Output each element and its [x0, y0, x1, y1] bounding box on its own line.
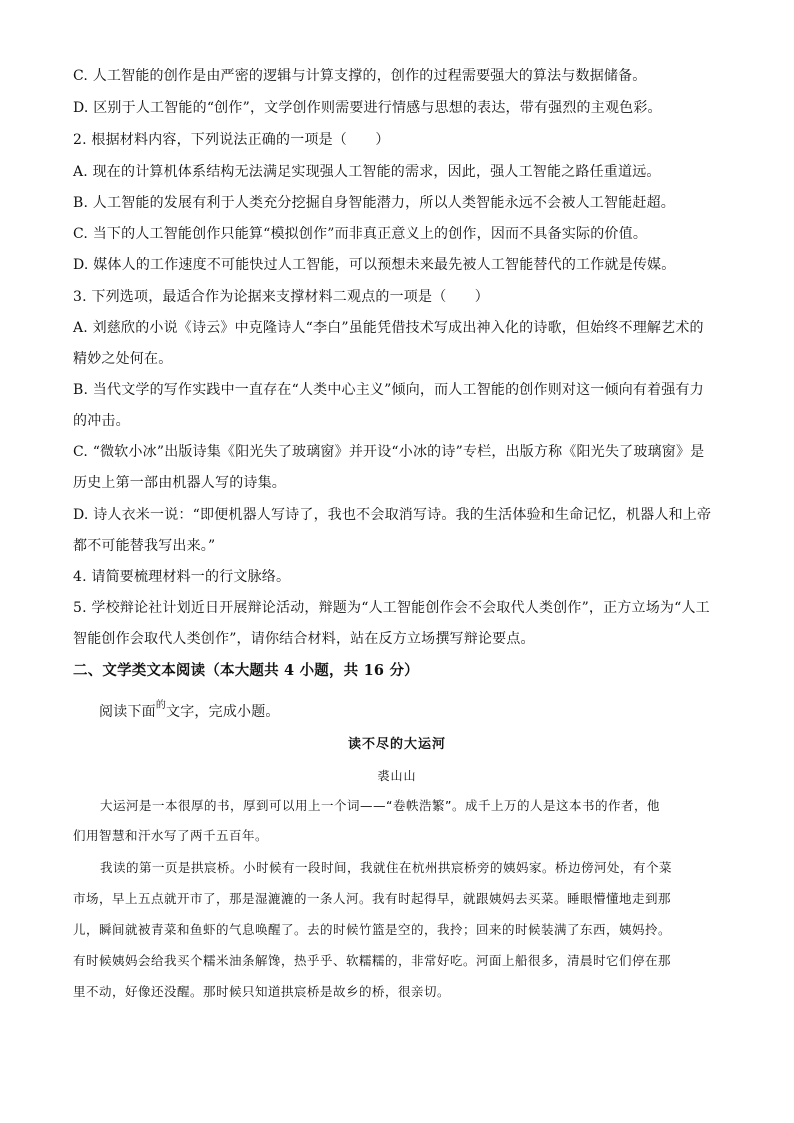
question-3-stem: 3. 下列选项，最适合作为论据来支撑材料二观点的一项是（ ） — [73, 289, 490, 305]
article-paragraph-2-line3: 儿，瞬间就被青菜和鱼虾的气息唤醒了。去的时候竹篮是空的，我拎；回来的时候装满了东西，姨妈拎。 — [73, 922, 672, 937]
article-paragraph-2-line1: 我读的第一页是拱宸桥。小时候有一段时间，我就住在杭州拱宸桥旁的姨妈家。桥边傍河处，有个菜 — [100, 860, 673, 875]
question-3-option-c-line2: 历史上第一部由机器人写的诗集。 — [73, 475, 286, 491]
question-2-stem: 2. 根据材料内容，下列说法正确的一项是（ ） — [73, 132, 390, 148]
article-paragraph-2-line4: 有时候姨妈会给我买个糯米油条解馋，热乎乎、软糯糯的，非常好吃。河面上船很多，清晨时它们停在那 — [73, 953, 672, 968]
question-3-option-a-line1: A. 刘慈欣的小说《诗云》中克隆诗人“李白”虽能凭借技术写成出神入化的诗歌，但始终不理解艺术的 — [73, 320, 704, 336]
question-3-option-d-line2: 都不可能替我写出来。” — [73, 538, 216, 554]
article-paragraph-1-line2: 们用智慧和汗水写了两千五百年。 — [73, 828, 269, 843]
option-d-text: D. 区别于人工智能的“创作”，文学创作则需要进行情感与思想的表达，带有强烈的主观色彩。 — [73, 100, 662, 116]
question-3-option-d-line1: D. 诗人衣米一说：“即便机器人写诗了，我也不会取消写诗。我的生活体验和生命记忆，机器人和上帝 — [73, 507, 712, 523]
section-2-heading: 二、文学类文本阅读（本大题共 4 小题，共 16 分） — [73, 662, 419, 679]
question-5-stem-line1: 5. 学校辩论社计划近日开展辩论活动，辩题为“人工智能创作会不会取代人类创作”，正方立场为“人工 — [73, 600, 710, 616]
article-paragraph-2-line2: 市场，早上五点就开市了，那是湿漉漉的一条人河。我有时起得早，就跟姨妈去买菜。睡眼懵懂地走到那 — [73, 891, 672, 906]
instruction-part-1: 阅读下面 — [99, 704, 156, 720]
article-paragraph-1-line1: 大运河是一本很厚的书，厚到可以用上一个词——“卷帙浩繁”。成千上万的人是这本书的作者，他 — [100, 798, 660, 813]
question-5-stem-line2: 智能创作会取代人类创作”，请你结合材料，站在反方立场撰写辩论要点。 — [73, 631, 535, 647]
question-3-option-a-line2: 精妙之处何在。 — [73, 351, 173, 367]
option-c-text: C. 人工智能的创作是由严密的逻辑与计算支撑的，创作的过程需要强大的算法与数据储备。 — [73, 68, 647, 84]
instruction-part-2: 文字，完成小题。 — [166, 704, 280, 720]
question-2-option-a: A. 现在的计算机体系结构无法满足实现强人工智能的需求，因此，强人工智能之路任重道远。 — [73, 164, 661, 180]
article-author: 裘山山 — [377, 769, 417, 783]
question-4-stem: 4. 请简要梳理材料一的行文脉络。 — [73, 569, 291, 585]
reading-instruction — [99, 702, 759, 722]
article-paragraph-2-line5: 里不动，好像还没醒。那时候只知道拱宸桥是故乡的桥，很亲切。 — [73, 984, 451, 999]
instruction-superscript: 的 — [155, 700, 167, 711]
question-2-option-b: B. 人工智能的发展有利于人类充分挖掘自身智能潜力，所以人类智能永远不会被人工智能赶超。 — [73, 195, 675, 211]
article-title: 读不尽的大运河 — [347, 737, 446, 752]
question-3-option-c-line1: C. “微软小冰”出版诗集《阳光失了玻璃窗》并开设“小冰的诗”专栏，出版方称《阳光失了玻璃窗》是 — [73, 444, 705, 460]
question-3-option-b-line1: B. 当代文学的写作实践中一直存在“人类中心主义”倾向，而人工智能的创作则对这一倾向有着强有力 — [73, 382, 704, 398]
question-3-option-b-line2: 的冲击。 — [73, 413, 130, 429]
question-2-option-c: C. 当下的人工智能创作只能算“模拟创作”而非真正意义上的创作，因而不具备实际的价值。 — [73, 226, 648, 242]
question-2-option-d: D. 媒体人的工作速度不可能快过人工智能，可以预想未来最先被人工智能替代的工作就是传媒。 — [73, 257, 676, 273]
